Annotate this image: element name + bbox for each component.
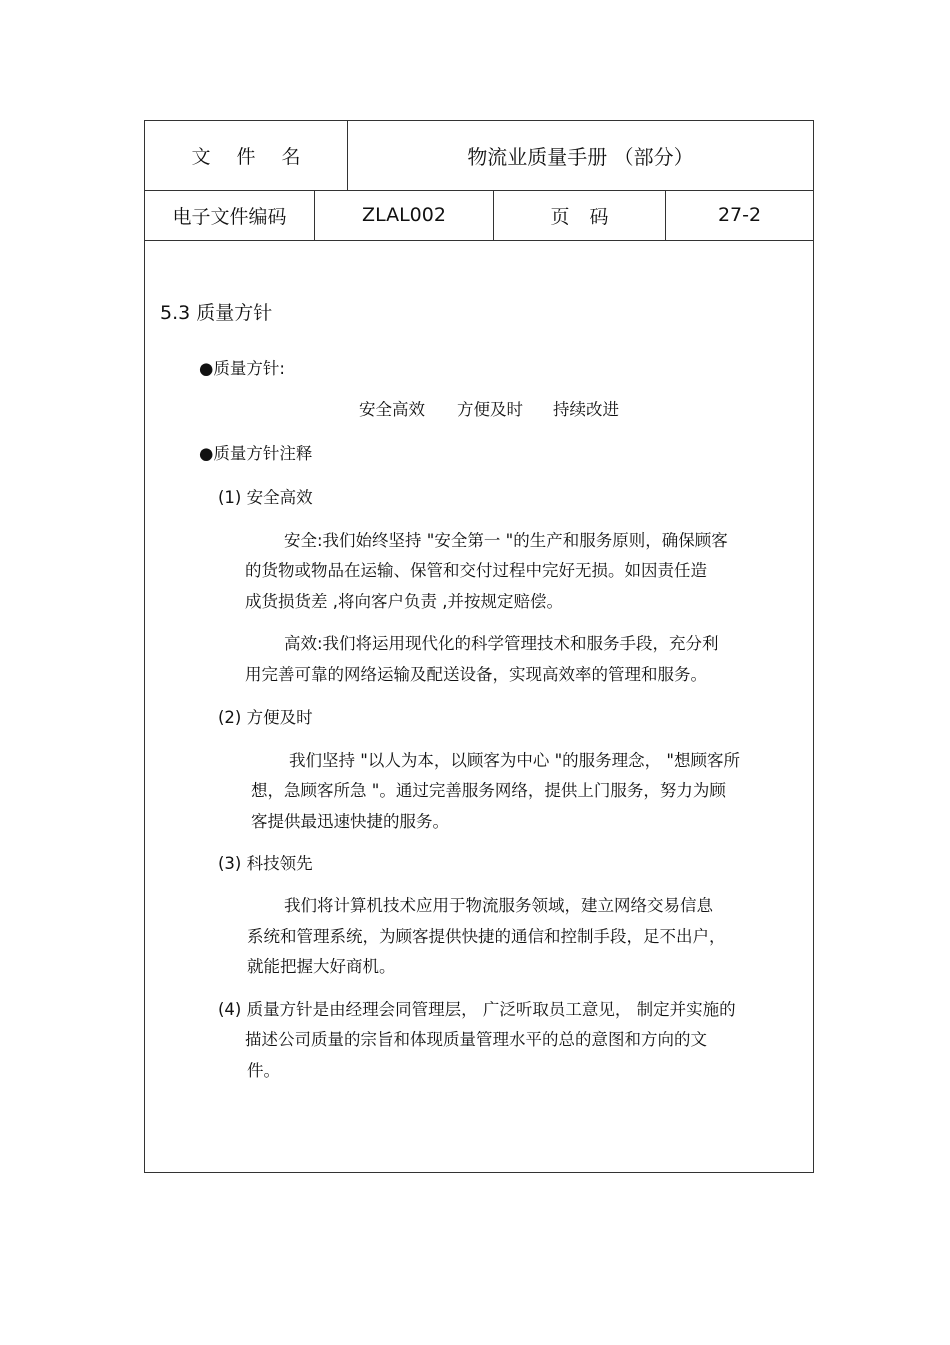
item3-line: 就能把握大好商机。 bbox=[247, 957, 396, 976]
item2-line: 我们坚持 "以人为本，以顾客为中心 "的服务理念， "想顾客所 bbox=[289, 751, 741, 770]
item4-line: (4) 质量方针是由经理会同管理层， 广泛听取员工意见， 制定并实施的 bbox=[218, 1000, 736, 1019]
item2-line: 想，急顾客所急 "。通过完善服务网络，提供上门服务，努力为顾 bbox=[251, 781, 726, 800]
item3-line: 系统和管理系统，为顾客提供快捷的通信和控制手段，足不出户， bbox=[247, 927, 726, 946]
item3-title: (3) 科技领先 bbox=[218, 854, 313, 873]
item1-line: 成货损货差 ,将向客户负责 ,并按规定赔偿。 bbox=[245, 592, 563, 611]
item4-line: 件。 bbox=[247, 1061, 280, 1080]
item2-title: (2) 方便及时 bbox=[218, 708, 313, 727]
page-label: 页码 bbox=[494, 190, 666, 240]
slogan-1: 安全高效 bbox=[359, 400, 425, 419]
item4-line: 描述公司质量的宗旨和体现质量管理水平的总的意图和方向的文 bbox=[245, 1030, 707, 1049]
file-name-value: 物流业质量手册 （部分） bbox=[467, 145, 694, 169]
page-value: 27-2 bbox=[717, 204, 762, 226]
notes-label: ●质量方针注释 bbox=[199, 444, 313, 463]
code-value: ZLAL002 bbox=[315, 190, 494, 240]
item1-line: 的货物或物品在运输、保管和交付过程中完好无损。如因责任造 bbox=[245, 561, 707, 580]
item1-line: 安全:我们始终坚持 "安全第一 "的生产和服务原则，确保顾客 bbox=[284, 531, 728, 550]
slogan-3: 持续改进 bbox=[553, 400, 619, 419]
policy-label: ●质量方针: bbox=[199, 359, 285, 378]
section-heading: 5.3 质量方针 bbox=[160, 302, 273, 324]
item1-title: (1) 安全高效 bbox=[218, 488, 313, 507]
header-row-title bbox=[145, 121, 813, 191]
item1b-line: 高效:我们将运用现代化的科学管理技术和服务手段，充分利 bbox=[284, 634, 719, 653]
header-row-code bbox=[145, 190, 813, 241]
code-label: 电子文件编码 bbox=[145, 190, 315, 240]
item3-line: 我们将计算机技术应用于物流服务领域，建立网络交易信息 bbox=[284, 896, 713, 915]
item1b-line: 用完善可靠的网络运输及配送设备，实现高效率的管理和服务。 bbox=[245, 665, 707, 684]
file-name-label: 文件名 bbox=[145, 121, 348, 190]
item2-line: 客提供最迅速快捷的服务。 bbox=[251, 812, 449, 831]
slogan-2: 方便及时 bbox=[457, 400, 523, 419]
